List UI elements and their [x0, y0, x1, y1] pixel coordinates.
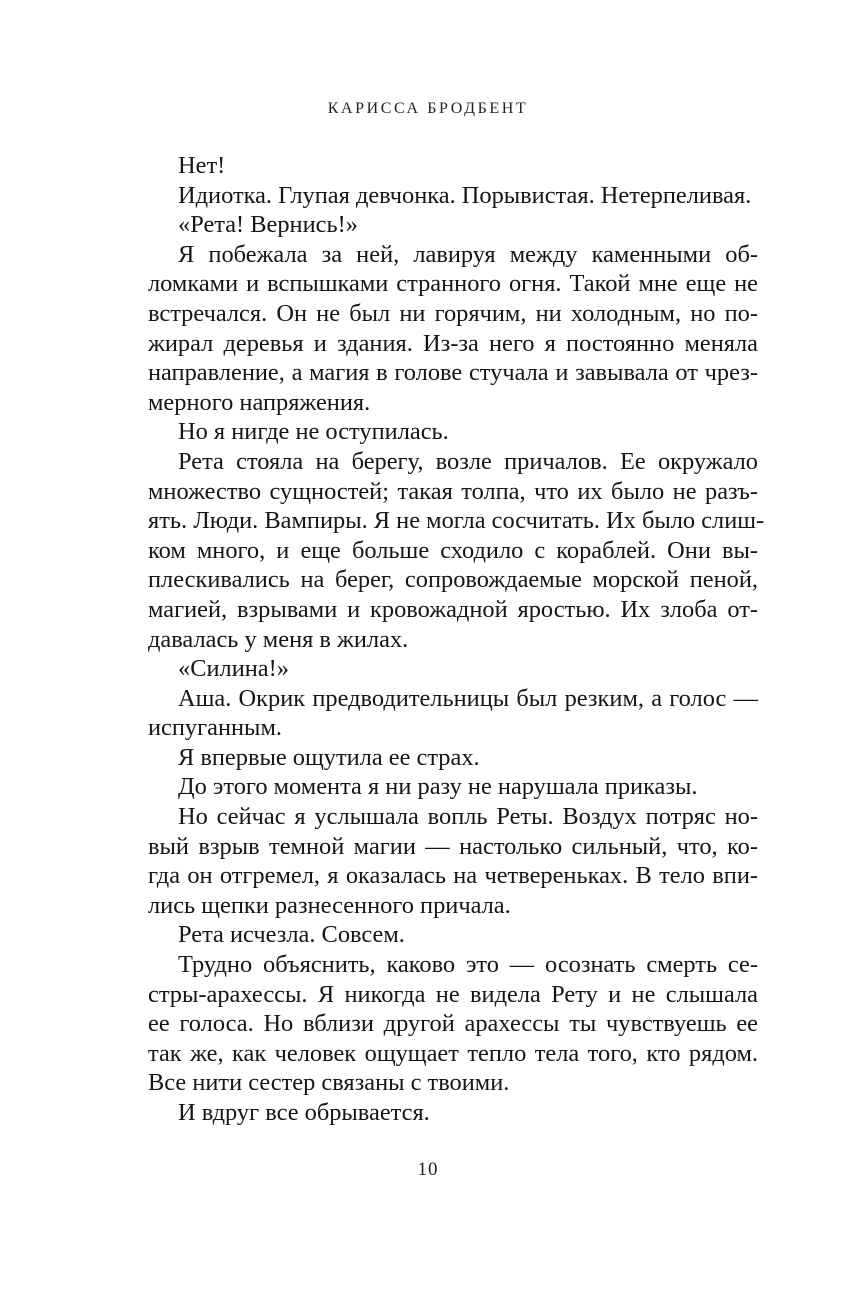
text-line: Я впервые ощутила ее страх.: [178, 743, 480, 771]
text-line: ком много, и еще больше сходило с кораблей. Они вы-: [148, 536, 758, 564]
text-line: Трудно объяснить, каково это — осознать смерть се-: [178, 951, 758, 979]
text-line: плескивались на берег, сопровождаемые морской пеной,: [148, 566, 758, 594]
text-line: направление, а магия в голове стучала и завывала от чрез-: [148, 359, 758, 387]
text-line: ять. Люди. Вампиры. Я не могла сосчитать. Их было слиш-: [148, 507, 765, 535]
text-line: До этого момента я ни разу не нарушала приказы.: [178, 773, 698, 801]
running-header: КАРИССА БРОДБЕНТ: [327, 100, 529, 117]
body-text: [148, 151, 765, 1128]
text-line: испуганным.: [148, 714, 282, 742]
text-line: стры-арахессы. Я никогда не видела Рету и не слышала: [148, 980, 758, 1008]
text-line: гда он отгремел, я оказалась на четвереньках. В тело впи-: [148, 862, 758, 890]
text-line: вый взрыв темной магии — настолько сильный, что, ко-: [148, 832, 758, 860]
text-line: «Рета! Вернись!»: [178, 211, 358, 239]
text-line: встречался. Он не был ни горячим, ни холодным, но по-: [148, 299, 758, 327]
text-line: ее голоса. Но вблизи другой арахессы ты чувствуешь ее: [148, 1010, 758, 1038]
text-line: Но я нигде не оступилась.: [178, 418, 449, 446]
text-line: «Силина!»: [178, 655, 289, 683]
text-line: Все нити сестер связаны с твоими.: [148, 1069, 510, 1097]
text-line: Идиотка. Глупая девчонка. Порывистая. Нетерпеливая.: [178, 181, 752, 209]
text-line: Рета стояла на берегу, возле причалов. Ее окружало: [178, 447, 758, 475]
text-line: лись щепки разнесенного причала.: [148, 891, 511, 919]
text-line: Нет!: [178, 152, 226, 179]
text-line: Я побежала за ней, лавируя между каменными об-: [178, 240, 758, 268]
text-line: И вдруг все обрывается.: [178, 1099, 430, 1126]
text-line: жирал деревья и здания. Из-за него я постоянно меняла: [148, 329, 758, 357]
text-line: магией, взрывами и кровожадной яростью. Их злоба от-: [148, 595, 758, 623]
text-line: Аша. Окрик предводительницы был резким, а голос —: [178, 684, 758, 712]
text-line: Рета исчезла. Совсем.: [178, 921, 405, 949]
text-line: Но сейчас я услышала вопль Реты. Воздух потряс но-: [178, 803, 758, 831]
text-line: множество сущностей; такая толпа, что их было не разъ-: [148, 477, 758, 505]
text-line: мерного напряжения.: [148, 388, 371, 416]
text-line: давалась у меня в жилах.: [148, 625, 409, 653]
page-number: 10: [417, 1159, 439, 1180]
text-line: ломками и вспышками странного огня. Такой мне еще не: [148, 270, 758, 298]
text-line: так же, как человек ощущает тепло тела того, кто рядом.: [148, 1039, 758, 1067]
